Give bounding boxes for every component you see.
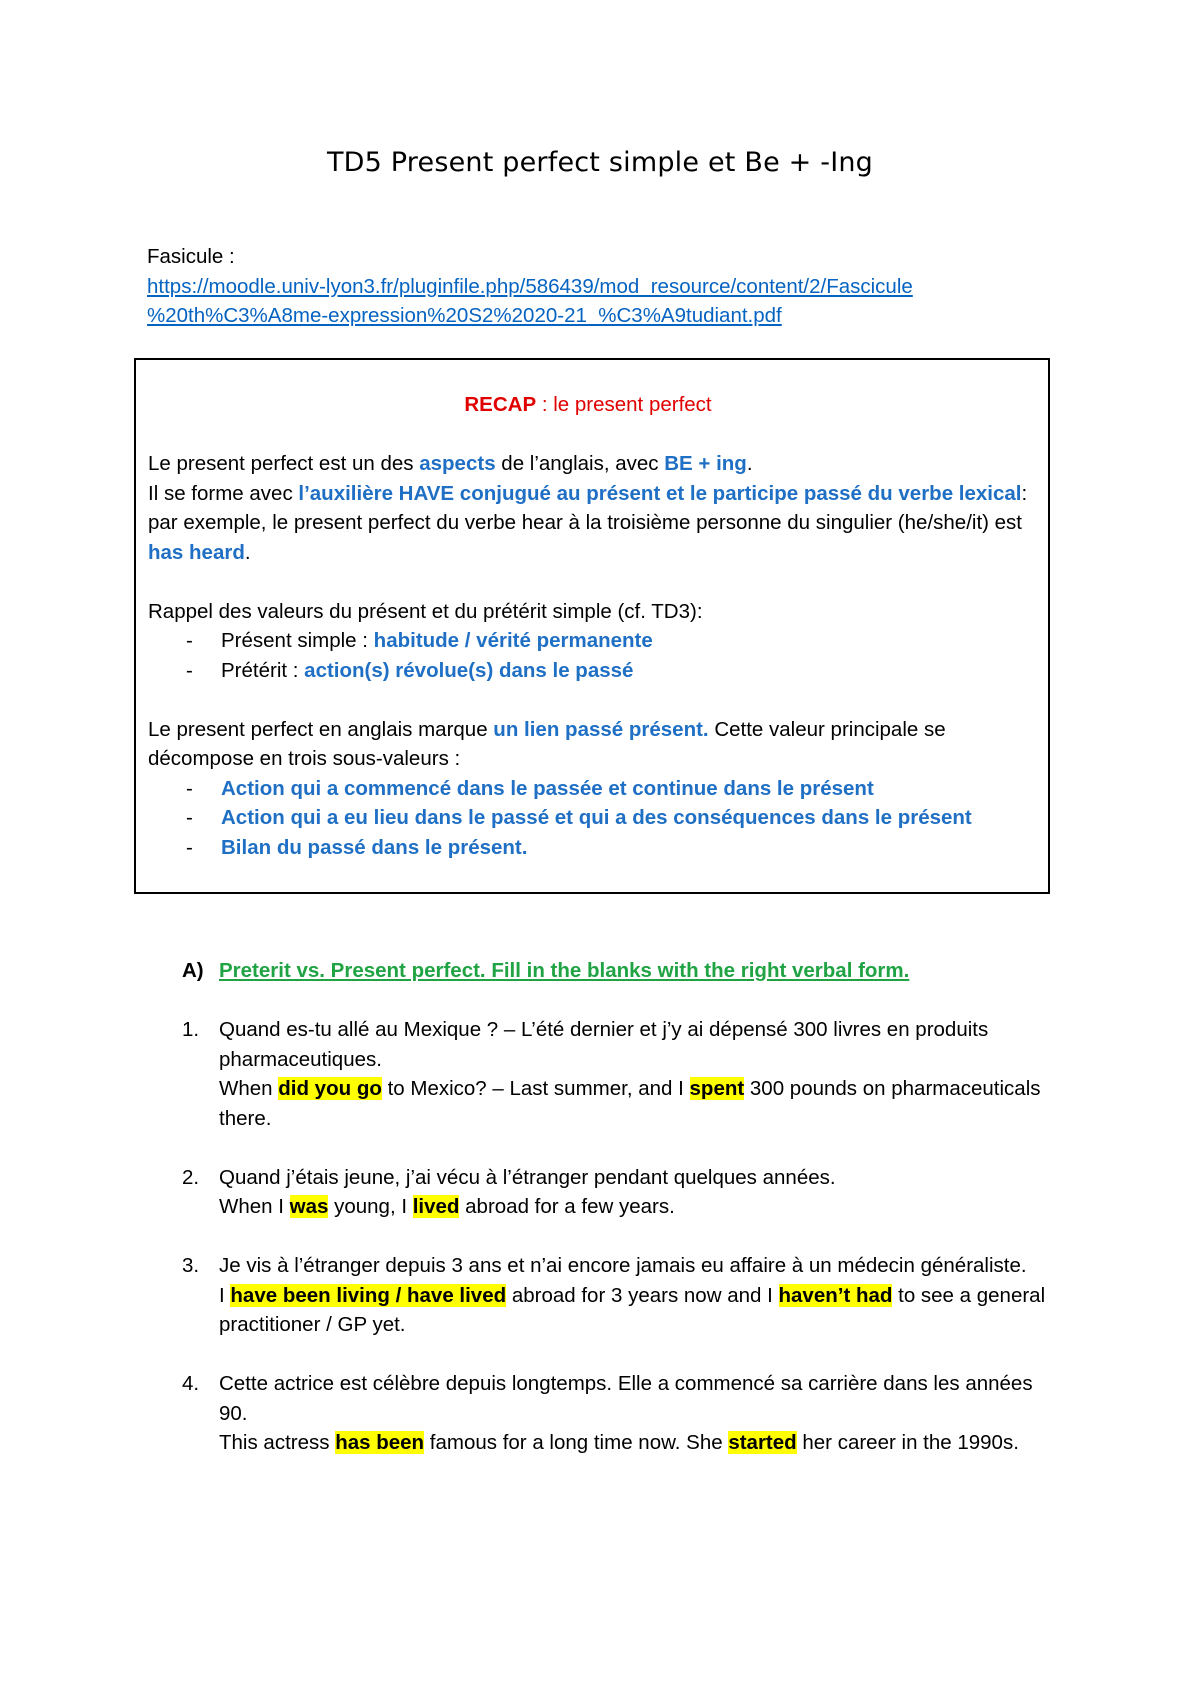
answer-highlight: have been living / have lived — [230, 1283, 507, 1307]
exercise-english: When I was young, I lived abroad for a few years. — [219, 1195, 675, 1218]
list-item: - Présent simple : habitude / vérité permanente — [186, 629, 653, 652]
list-item: - Prétérit : action(s) révolue(s) dans le passé — [186, 658, 634, 682]
recap-paragraph-3: Le present perfect en anglais marque un lien passé présent. Cette valeur principale se décompose en trois sous-valeurs : — [148, 717, 946, 770]
fasicule-link[interactable] — [147, 272, 1047, 331]
sub-values-list — [148, 774, 1028, 863]
answer-highlight: haven’t had — [778, 1283, 893, 1307]
section-letter: A) — [182, 959, 204, 982]
rappel-list — [148, 626, 1028, 685]
recap-title: RECAP : le present perfect — [464, 393, 712, 416]
exercise-french: Quand j’étais jeune, j’ai vécu à l’étranger pendant quelques années. — [219, 1165, 836, 1189]
answer-highlight: did you go — [278, 1077, 382, 1100]
exercise-number: 4. — [182, 1372, 200, 1395]
exercise-number: 1. — [182, 1018, 200, 1041]
exercise-list — [182, 1015, 1062, 1487]
recap-box — [134, 358, 1050, 894]
list-item: - Bilan du passé dans le présent. — [186, 835, 528, 859]
fasicule-link-line2[interactable]: %20th%C3%A8me-expression%20S2%2020-21_%C3%A9tudiant.pdf — [147, 304, 782, 327]
recap-rappel: Rappel des valeurs du présent et du prétérit simple (cf. TD3): — [148, 599, 703, 623]
answer-highlight: was — [289, 1195, 329, 1218]
answer-highlight: spent — [689, 1077, 745, 1100]
exercise-item — [182, 1369, 1062, 1458]
answer-highlight: started — [728, 1431, 797, 1454]
fasicule-label: Fasicule : — [147, 245, 235, 268]
exercise-french: Quand es-tu allé au Mexique ? – L’été dernier et j’y ai dépensé 300 livres en produits pharmaceutiques. — [219, 1018, 989, 1071]
recap-paragraph-1: Le present perfect est un des aspects de l’anglais, avec BE + ing. — [148, 452, 753, 475]
exercise-english: When did you go to Mexico? – Last summer, and I spent 300 pounds on pharmaceuticals there. — [219, 1077, 1041, 1130]
answer-highlight: has been — [335, 1431, 425, 1454]
exercise-french: Cette actrice est célèbre depuis longtemps. Elle a commencé sa carrière dans les années 90. — [219, 1372, 1033, 1425]
list-item: - Action qui a commencé dans le passée et continue dans le présent — [186, 776, 874, 800]
section-title: Preterit vs. Present perfect. Fill in the blanks with the right verbal form. — [219, 959, 910, 982]
exercise-item — [182, 1251, 1062, 1340]
exercise-french: Je vis à l’étranger depuis 3 ans et n’ai encore jamais eu affaire à un médecin généraliste. — [219, 1254, 1027, 1277]
recap-content — [148, 390, 1028, 862]
fasicule-link-line1[interactable]: https://moodle.univ-lyon3.fr/pluginfile.php/586439/mod_resource/content/2/Fascicule — [147, 274, 913, 298]
page-title: TD5 Present perfect simple et Be + -Ing — [326, 147, 874, 178]
exercise-number: 3. — [182, 1254, 200, 1277]
recap-paragraph-2: Il se forme avec l’auxilière HAVE conjugué au présent et le participe passé du verbe lexical: par exemple, le present perfect du verbe hear à la troisième personne du singulier (he/she/it) est has heard. — [148, 481, 1028, 564]
fasicule-block — [147, 242, 1047, 331]
exercise-item — [182, 1163, 1062, 1222]
exercise-english: This actress has been famous for a long time now. She started her career in the 1990s. — [219, 1431, 1019, 1454]
list-item: - Action qui a eu lieu dans le passé et qui a des conséquences dans le présent — [186, 806, 972, 829]
exercise-number: 2. — [182, 1165, 200, 1189]
exercise-item — [182, 1015, 1062, 1133]
answer-highlight: lived — [412, 1195, 460, 1218]
exercise-english: I have been living / have lived abroad for 3 years now and I haven’t had to see a general practitioner / GP yet. — [219, 1283, 1046, 1336]
